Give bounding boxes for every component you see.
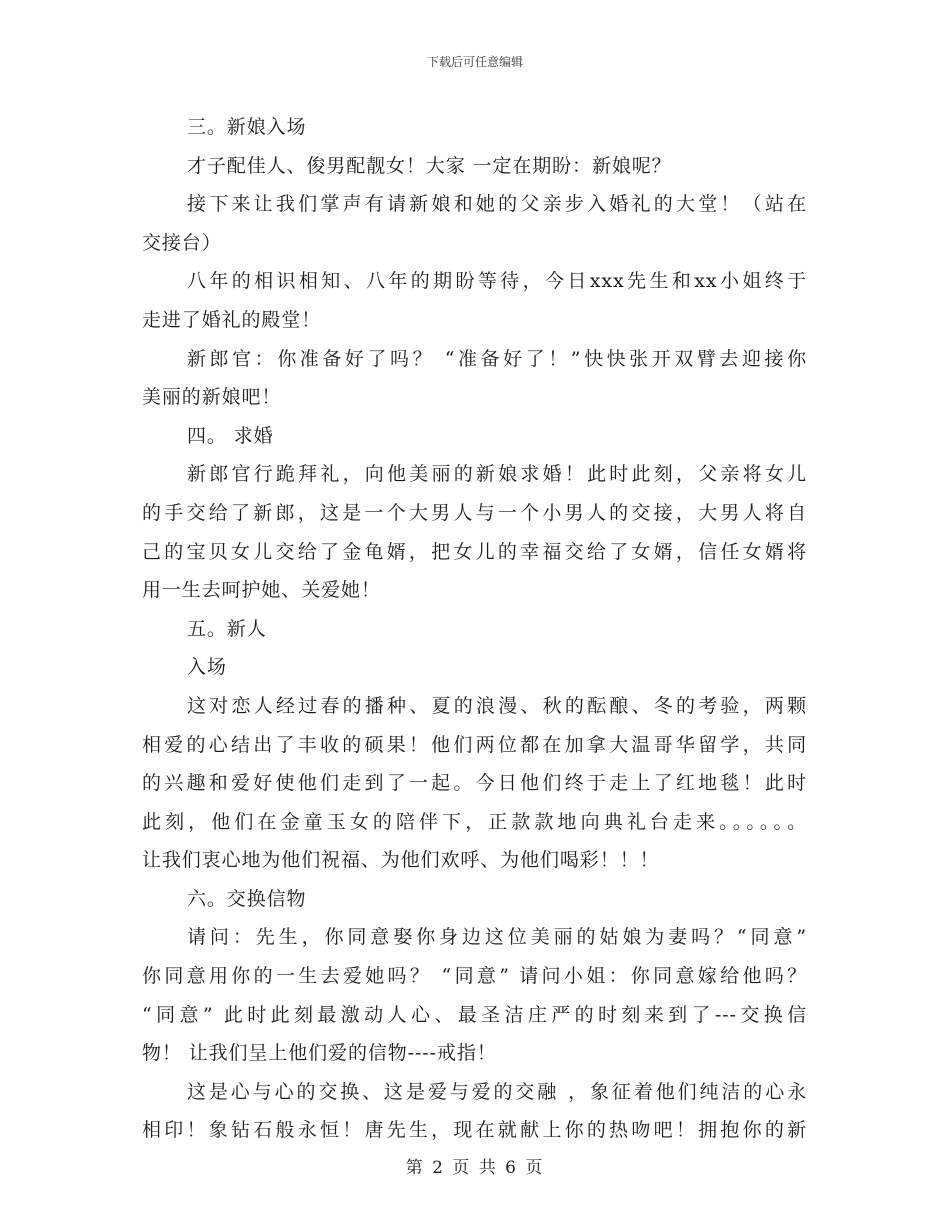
- text-line: “同意” 此时此刻最激动人心、最圣洁庄严的时刻来到了---交换信: [142, 1003, 807, 1026]
- text-line: 美丽的新娘吧！: [142, 386, 282, 409]
- text-line: 用一生去呵护她、关爱她！: [142, 579, 381, 602]
- text-line: 己的宝贝女儿交给了金龟婿，把女儿的幸福交给了女婿，信任女婿将: [142, 540, 807, 563]
- text-line: 三。新娘入场: [187, 116, 307, 138]
- text-line: 相印！象钻石般永恒！唐先生，现在就献上你的热吻吧！拥抱你的新: [142, 1119, 807, 1142]
- text-line: 物！ 让我们呈上他们爱的信物----戒指！: [142, 1042, 497, 1065]
- text-line: 五。新人: [187, 617, 267, 640]
- text-line: 的手交给了新郎，这是一个大男人与一个小男人的交接，大男人将自: [142, 501, 807, 524]
- text-line: 的兴趣和爱好使他们走到了一起。今日他们终于走上了红地毯！此时: [142, 772, 807, 795]
- text-line: 请问：先生，你同意娶你身边这位美丽的姑娘为妻吗？“同意”: [187, 926, 807, 949]
- page-header: 下载后可任意编辑: [426, 55, 523, 69]
- document-body: [142, 108, 807, 1150]
- text-line: 让我们衷心地为他们祝福、为他们欢呼、为他们喝彩！！！: [142, 849, 660, 872]
- text-line: 四。 求婚: [187, 424, 274, 447]
- text-line: 你同意用你的一生去爱她吗？ “同意” 请问小姐：你同意嫁给他吗？: [142, 965, 807, 988]
- page-footer: 第 2 页 共 6 页: [405, 1158, 545, 1178]
- text-line: 新郎官行跪拜礼，向他美丽的新娘求婚！此时此刻，父亲将女儿: [187, 463, 807, 486]
- text-line: 相爱的心结出了丰收的硕果！他们两位都在加拿大温哥华留学，共同: [142, 733, 807, 756]
- text-line: 交接台）: [142, 231, 222, 254]
- text-line: 入场: [187, 656, 227, 679]
- text-line: 此刻，他们在金童玉女的陪伴下，正款款地向典礼台走来。。。。。。: [142, 810, 807, 833]
- text-line: 接下来让我们掌声有请新娘和她的父亲步入婚礼的大堂！（站在: [187, 193, 807, 216]
- text-line: 八年的相识相知、八年的期盼等待，今日xxx先生和xx小姐终于: [187, 270, 807, 293]
- text-line: 六。交换信物: [187, 887, 307, 910]
- text-line: 这是心与心的交换、这是爱与爱的交融 ，象征着他们纯洁的心永: [187, 1080, 807, 1103]
- text-line: 新郎官：你准备好了吗？ “准备好了！”快快张开双臂去迎接你: [187, 347, 807, 370]
- text-line: 这对恋人经过春的播种、夏的浪漫、秋的酝酿、冬的考验，两颗: [187, 694, 807, 717]
- text-line: 走进了婚礼的殿堂！: [142, 308, 322, 331]
- text-line: 才子配佳人、俊男配靓女！大家 一定在期盼：新娘呢？: [187, 154, 672, 177]
